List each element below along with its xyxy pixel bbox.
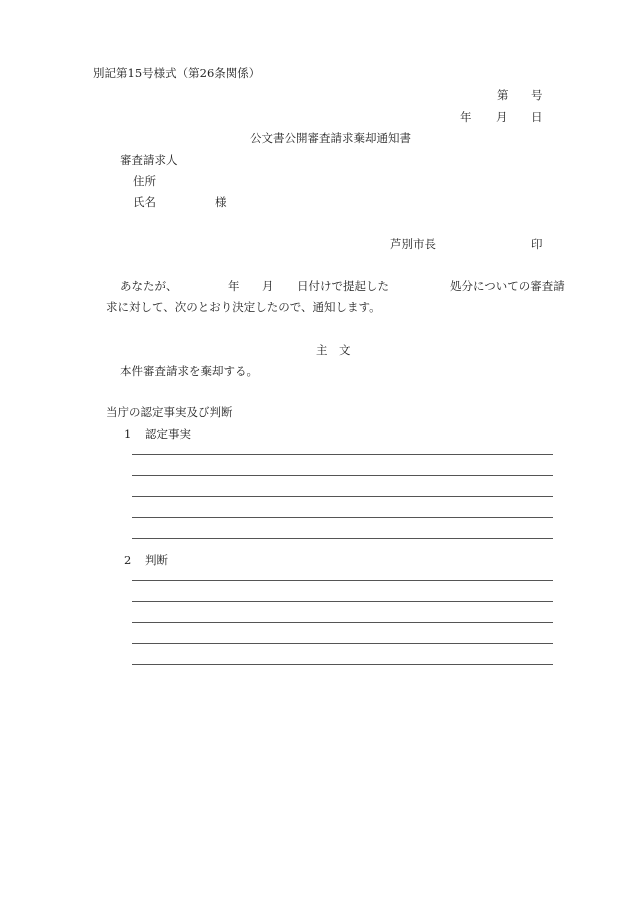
section-label: 判断 [145,553,168,567]
body-text-part3: 処分についての審査請 [450,279,565,293]
writing-line [132,496,553,497]
number-go: 号 [531,88,543,102]
section-label: 認定事実 [145,427,191,441]
writing-line [132,622,553,623]
writing-line [132,643,553,644]
writing-line [132,601,553,602]
date-year: 年 [460,110,472,124]
body-text-part1: あなたが、 [120,279,178,293]
writing-line [132,580,553,581]
main-text: 本件審査請求を棄却する。 [120,364,258,378]
writing-line [132,517,553,518]
sender-name: 芦別市長 [390,237,436,251]
name-label: 氏名 [133,195,156,209]
section-number: 1 [124,427,132,441]
address-label: 住所 [133,174,156,188]
date-day: 日 [531,110,543,124]
recipient-heading: 審査請求人 [120,153,178,167]
writing-line [132,454,553,455]
body-text-part2: 日付けで提起した [297,279,389,293]
body-text-line2: 求に対して、次のとおり決定したので、通知します。 [106,300,381,314]
body-text-month: 月 [262,279,274,293]
body-text-year: 年 [228,279,240,293]
number-dai: 第 [497,88,509,102]
writing-line [132,475,553,476]
section-number: 2 [124,553,132,567]
findings-heading: 当庁の認定事実及び判断 [106,405,233,419]
honorific: 様 [215,195,227,209]
form-label: 別記第15号様式（第26条関係） [93,66,261,80]
writing-line [132,538,553,539]
seal-mark: 印 [531,237,543,251]
writing-line [132,664,553,665]
page-title: 公文書公開審査請求棄却通知書 [250,131,411,145]
date-month: 月 [496,110,508,124]
main-text-heading: 主 文 [316,343,351,357]
